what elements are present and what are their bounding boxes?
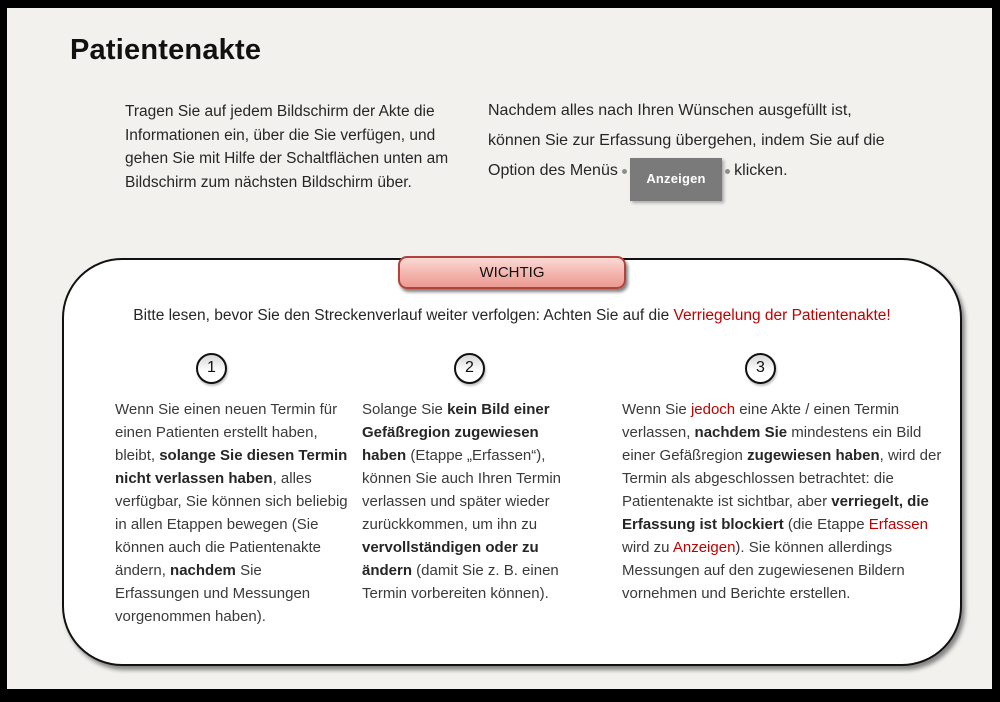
- step-circle-2: 2: [454, 353, 485, 384]
- anzeigen-menu-button: Anzeigen: [630, 158, 721, 201]
- step-circle-1: 1: [196, 353, 227, 384]
- page-title: Patientenakte: [70, 34, 262, 66]
- step-text-2: Solange Sie kein Bild einer Gefäßregion zugewiesen haben (Etappe „Erfassen“), können Sie auch Ihren Termin verlassen und später wieder zurückkommen, um ihn zu vervollständigen oder zu ändern (damit Sie z. B. einen Termin vorbereiten können).: [362, 401, 562, 602]
- intro-right-paragraph: [488, 96, 896, 201]
- screenshot-dot-right: [725, 169, 730, 174]
- step-text-1: Wenn Sie einen neuen Termin für einen Patienten erstellt haben, bleibt, solange Sie diesen Termin nicht verlassen haben, alles verfügbar, Sie können sich beliebig in allen Etappen bewegen (Sie können auch die Patientenakte ändern, nachdem Sie Erfassungen und Messungen vorgenommen haben).: [115, 401, 348, 625]
- intro-right-text-before: Nachdem alles nach Ihren Wünschen ausgefüllt ist, können Sie zur Erfassung übergehen, indem Sie auf die Option des Menüs: [488, 102, 885, 179]
- important-lead: Bitte lesen, bevor Sie den Streckenverlauf weiter verfolgen: Achten Sie auf die Verriegelung der Patientenakte!: [133, 307, 891, 324]
- important-box: [62, 258, 962, 666]
- step-circle-3: 3: [745, 353, 776, 384]
- slide-canvas: [7, 8, 992, 689]
- screenshot-dot-left: [622, 169, 627, 174]
- intro-right-text-after: klicken.: [734, 162, 788, 179]
- wichtig-badge: WICHTIG: [398, 256, 626, 289]
- step-text-3: Wenn Sie jedoch eine Akte / einen Termin verlassen, nachdem Sie mindestens ein Bild einer Gefäßregion zugewiesen haben, wird der Termin als abgeschlossen betrachtet: die Patientenakte ist sichtbar, aber verriegelt, die Erfassung ist blockiert (die Etappe Erfassen wird zu Anzeigen). Sie können allerdings Messungen auf den zugewiesenen Bildern vornehmen und Berichte erstellen.: [622, 401, 942, 602]
- intro-left-paragraph: Tragen Sie auf jedem Bildschirm der Akte die Informationen ein, über die Sie verfügen, und gehen Sie mit Hilfe der Schaltflächen unten am Bildschirm zum nächsten Bildschirm über.: [125, 103, 449, 191]
